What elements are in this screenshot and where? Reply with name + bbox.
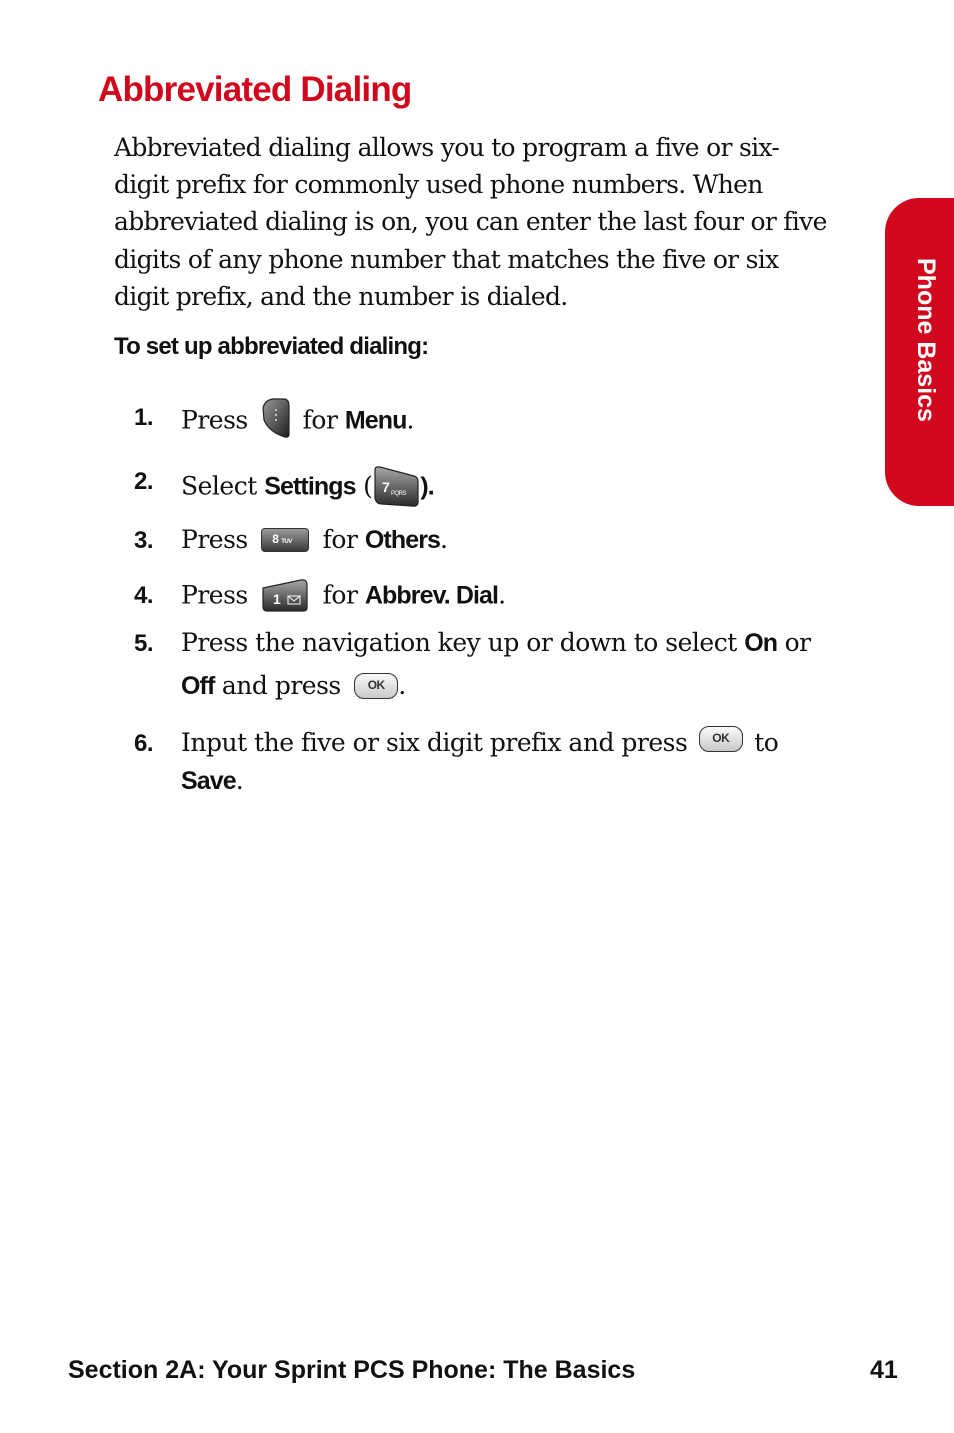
menu-softkey-icon: [259, 398, 291, 438]
key-7-letters: PQRS: [391, 491, 407, 497]
step-number: 1.: [134, 404, 154, 431]
step-text: .: [406, 405, 414, 435]
key-8-digit: 8: [272, 531, 279, 546]
ok-key-icon: OK: [699, 726, 743, 752]
step-text: for: [322, 580, 358, 610]
abbrev-dial-label: Abbrev. Dial: [364, 581, 499, 610]
on-label: On: [744, 629, 778, 657]
step-text: .: [440, 525, 448, 554]
step-number: 4.: [134, 582, 154, 609]
step-text: Input the five or six digit prefix and press: [181, 728, 688, 757]
step-text: ).: [420, 472, 434, 501]
subheading: To set up abbreviated dialing:: [114, 333, 429, 360]
intro-paragraph: [114, 129, 874, 315]
intro-line: digit prefix for commonly used phone numbers. When: [114, 170, 763, 200]
step-text: for: [302, 405, 338, 435]
key-8-letters: TUV: [281, 538, 292, 545]
step-text: Press: [181, 580, 248, 610]
ok-key-icon: OK: [354, 673, 398, 699]
step-text: or: [784, 628, 811, 657]
intro-line: digit prefix, and the number is dialed.: [114, 281, 568, 311]
footer-section-title: Section 2A: Your Sprint PCS Phone: The Basics: [68, 1356, 636, 1384]
key-8-icon: [261, 528, 309, 552]
step-number: 3.: [134, 527, 154, 554]
settings-label: Settings: [264, 472, 356, 501]
off-label: Off: [181, 672, 215, 700]
intro-line: digits of any phone number that matches the five or six: [114, 244, 779, 274]
intro-line: abbreviated dialing is on, you can enter the last four or five: [114, 207, 827, 237]
step-text: .: [398, 671, 406, 700]
key-7-digit: 7: [382, 479, 390, 495]
step-text: (: [363, 471, 373, 501]
menu-label: Menu: [344, 406, 407, 435]
step-number: 2.: [134, 468, 154, 495]
others-label: Others: [364, 526, 441, 554]
step-number: 6.: [134, 730, 154, 757]
step-text: Select: [181, 471, 257, 501]
step-text: .: [498, 580, 506, 610]
intro-line: Abbreviated dialing allows you to program a five or six-: [114, 133, 780, 162]
step-text: Press the navigation key up or down to select: [181, 628, 737, 657]
footer-page-number: 41: [870, 1356, 898, 1384]
key-1-digit: 1: [273, 591, 281, 607]
key-7-icon: [372, 464, 420, 508]
step-text: .: [235, 766, 244, 795]
step-text: and press: [221, 671, 341, 700]
save-label: Save: [181, 767, 236, 795]
step-text: Press: [181, 525, 248, 554]
step-text: Press: [181, 405, 248, 435]
side-tab-label: Phone Basics: [912, 258, 940, 422]
step-text: for: [322, 525, 358, 554]
page-title: Abbreviated Dialing: [98, 70, 412, 109]
step-number: 5.: [134, 630, 154, 657]
step-text: to: [754, 728, 779, 757]
key-1-icon: [261, 578, 309, 612]
